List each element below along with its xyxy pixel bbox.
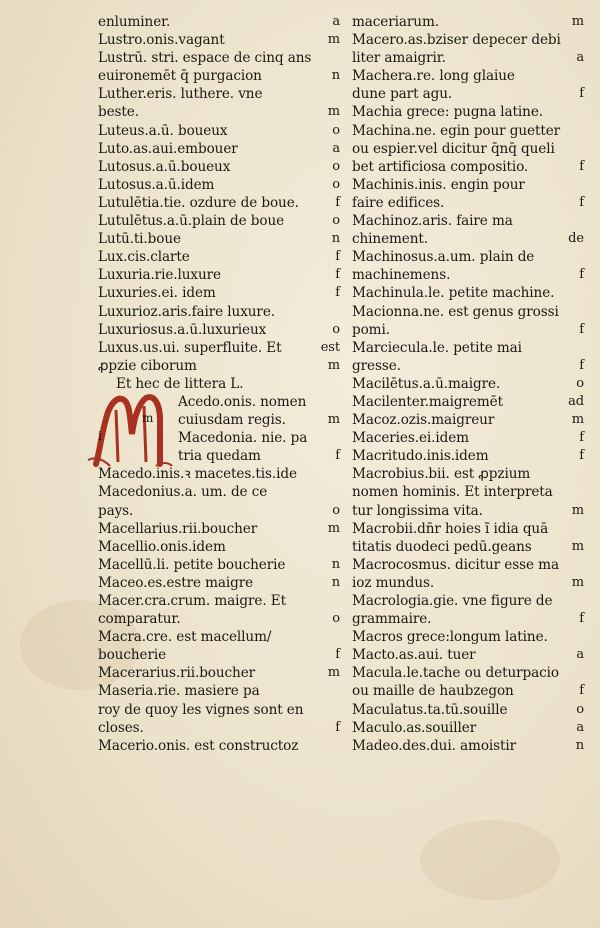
gender-marker: a bbox=[576, 647, 584, 663]
entry-line bbox=[352, 737, 588, 755]
gender-marker: m bbox=[327, 32, 340, 48]
entry-line bbox=[352, 85, 588, 103]
entry-line bbox=[352, 103, 588, 121]
entry-line bbox=[98, 610, 344, 628]
gender-marker: f bbox=[579, 611, 584, 627]
gender-marker: est bbox=[320, 339, 340, 355]
gender-marker: o bbox=[332, 502, 340, 518]
entry-text: Luxus.us.ui. superfluite. Et bbox=[98, 339, 282, 356]
entry-text: Luteus.a.ū. boueux bbox=[98, 122, 228, 139]
entry-line bbox=[352, 628, 588, 646]
gender-marker: f bbox=[579, 194, 584, 210]
entry-text: tria quedam bbox=[178, 448, 261, 465]
entry-line bbox=[98, 103, 344, 121]
entry-text: Macellū.li. petite boucherie bbox=[98, 556, 286, 573]
gender-marker: a bbox=[576, 719, 584, 735]
entry-text: Lutulētia.tie. ozdure de boue. bbox=[98, 194, 299, 211]
entry-line bbox=[98, 682, 344, 700]
entry-text: Acedo.onis. nomen bbox=[178, 393, 307, 410]
entry-line bbox=[352, 701, 588, 719]
entry-text: Lutosus.a.ū.idem bbox=[98, 176, 215, 193]
entry-text: Macrobii.dn̄r hoies ĩ idia quā bbox=[352, 520, 549, 537]
gender-marker: o bbox=[332, 158, 340, 174]
gender-marker: n bbox=[575, 737, 584, 753]
guide-letter-i: i bbox=[98, 429, 102, 443]
entry-text: Luxuriosus.a.ū.luxurieux bbox=[98, 321, 267, 338]
entry-text: Macer.cra.crum. maigre. Et bbox=[98, 593, 286, 609]
entry-text: Machinula.le. petite machine. bbox=[352, 285, 555, 302]
entry-text: Lux.cis.clarte bbox=[98, 249, 190, 266]
entry-text: Macros grece:longum latine. bbox=[352, 629, 548, 646]
gender-marker: n bbox=[331, 556, 340, 572]
entry-text: Macto.as.aui. tuer bbox=[352, 647, 476, 664]
gender-marker: a bbox=[576, 50, 584, 66]
entry-line bbox=[352, 719, 588, 737]
gender-marker: f bbox=[579, 448, 584, 464]
entry-line bbox=[352, 176, 588, 194]
gender-marker: m bbox=[327, 412, 340, 428]
entry-text: liter amaigrir. bbox=[352, 50, 446, 67]
entry-text: closes. bbox=[98, 719, 144, 736]
gender-marker: f bbox=[579, 357, 584, 373]
entry-line bbox=[352, 212, 588, 230]
entry-line bbox=[352, 339, 588, 357]
gender-marker: o bbox=[576, 701, 584, 717]
entry-line bbox=[352, 538, 588, 556]
gender-marker: f bbox=[579, 86, 584, 102]
gender-marker: f bbox=[579, 158, 584, 174]
entry-text: Macilenter.maigremēt bbox=[352, 393, 503, 410]
entry-line bbox=[352, 556, 588, 574]
entry-text: tur longissima vita. bbox=[352, 502, 483, 519]
gender-marker: f bbox=[335, 194, 340, 210]
entry-line bbox=[98, 574, 344, 592]
entry-text: chinement. bbox=[352, 231, 428, 248]
entry-text: Luxurioz.aris.faire luxure. bbox=[98, 303, 275, 320]
entry-text: Luto.as.aui.embouer bbox=[98, 140, 238, 157]
entry-line bbox=[352, 31, 588, 49]
entry-text: bet artificiosa compositio. bbox=[352, 158, 529, 175]
entry-line bbox=[352, 266, 588, 284]
gender-marker: a bbox=[332, 14, 340, 29]
gender-marker: m bbox=[327, 520, 340, 536]
gender-marker: f bbox=[335, 249, 340, 265]
gender-marker: m bbox=[327, 104, 340, 120]
gender-marker: n bbox=[331, 231, 340, 247]
entry-line bbox=[98, 483, 344, 501]
entry-text: maceriarum. bbox=[352, 14, 439, 30]
entry-line bbox=[98, 248, 344, 266]
gender-marker: f bbox=[335, 285, 340, 301]
entry-text: Maceo.es.estre maigre bbox=[98, 574, 254, 591]
entry-text: Macilētus.a.ū.maigre. bbox=[352, 375, 501, 392]
entry-line bbox=[352, 574, 588, 592]
entry-text: pays. bbox=[98, 502, 134, 519]
entry-line bbox=[98, 646, 344, 664]
entry-text: Luther.eris. luthere. vne bbox=[98, 86, 263, 103]
entry-text: Lustrū. stri. espace de cinq ans bbox=[98, 50, 312, 67]
gender-marker: f bbox=[579, 683, 584, 699]
entry-line bbox=[352, 682, 588, 700]
entry-line bbox=[352, 230, 588, 248]
entry-text: Macellarius.rii.boucher bbox=[98, 520, 258, 537]
entry-line bbox=[98, 266, 344, 284]
entry-line bbox=[352, 321, 588, 339]
entry-text: faire edifices. bbox=[352, 194, 445, 211]
entry-line bbox=[352, 664, 588, 682]
entry-text: Maceries.ei.idem bbox=[352, 430, 469, 447]
entry-text: pomi. bbox=[352, 321, 390, 338]
entry-text: Maculo.as.souiller bbox=[352, 719, 477, 736]
entry-line bbox=[98, 176, 344, 194]
entry-line bbox=[352, 502, 588, 520]
guide-letter-m: m bbox=[142, 411, 154, 425]
entry-text: beste. bbox=[98, 104, 139, 121]
entry-text: Maseria.rie. masiere pa bbox=[98, 683, 260, 700]
entry-text: grammaire. bbox=[352, 611, 432, 628]
entry-line bbox=[352, 646, 588, 664]
entry-text: Macoz.ozis.maigreur bbox=[352, 412, 495, 429]
entry-text: titatis duodeci pedū.geans bbox=[352, 538, 532, 555]
entry-text: Macrobius.bii. est ꝓpzium bbox=[352, 466, 531, 483]
entry-text: ioz mundus. bbox=[352, 574, 435, 591]
entry-text: Macrologia.gie. vne figure de bbox=[352, 593, 553, 609]
entry-text: Lutosus.a.ū.boueux bbox=[98, 158, 231, 175]
entry-text: Macedonia. nie. pa bbox=[178, 430, 308, 447]
entry-line bbox=[98, 158, 344, 176]
gender-marker: o bbox=[332, 176, 340, 192]
entry-text: ou maille de haubzegon bbox=[352, 683, 514, 700]
entry-text: Machinoz.aris. faire ma bbox=[352, 213, 513, 230]
entry-text: cuiusdam regis. bbox=[178, 412, 286, 429]
entry-text: Macedo.inis.ꝛ macetes.tis.ide bbox=[98, 466, 297, 483]
entry-text: Marciecula.le. petite mai bbox=[352, 339, 522, 356]
entry-text: Machinosus.a.um. plain de bbox=[352, 249, 535, 266]
entry-line bbox=[98, 520, 344, 538]
entry-text: Macra.cre. est macellum/ bbox=[98, 629, 272, 646]
gender-marker: de bbox=[568, 231, 584, 247]
entry-text: Macedonius.a. um. de ce bbox=[98, 484, 268, 501]
entry-line bbox=[352, 610, 588, 628]
entry-text: Macritudo.inis.idem bbox=[352, 448, 489, 465]
entry-line bbox=[352, 393, 588, 411]
entry-line bbox=[98, 556, 344, 574]
entry-line bbox=[352, 411, 588, 429]
gender-marker: a bbox=[332, 140, 340, 156]
entry-line bbox=[98, 592, 344, 610]
gender-marker: f bbox=[579, 267, 584, 283]
entry-text: ou espier.vel dicitur q̄nq̄ queli bbox=[352, 140, 555, 157]
entry-text: roy de quoy les vignes sont en bbox=[98, 701, 304, 718]
gender-marker: o bbox=[332, 321, 340, 337]
gender-marker: f bbox=[335, 267, 340, 283]
entry-line bbox=[352, 375, 588, 393]
entry-line bbox=[352, 140, 588, 158]
entry-line bbox=[98, 719, 344, 737]
entry-line bbox=[98, 664, 344, 682]
entry-text: Luxuries.ei. idem bbox=[98, 285, 216, 302]
entry-line bbox=[352, 429, 588, 447]
entry-line bbox=[352, 303, 588, 321]
entry-line bbox=[352, 284, 588, 302]
gender-marker: o bbox=[576, 375, 584, 391]
entry-text: Machia grece: pugna latine. bbox=[352, 104, 543, 121]
gender-marker: n bbox=[331, 574, 340, 590]
entry-text: Lutulētus.a.ū.plain de boue bbox=[98, 213, 285, 230]
gender-marker: m bbox=[571, 502, 584, 518]
right-column bbox=[352, 13, 588, 755]
entry-line bbox=[98, 538, 344, 556]
entry-line bbox=[98, 194, 344, 212]
entry-line bbox=[352, 592, 588, 610]
entry-text: Luxuria.rie.luxure bbox=[98, 267, 221, 284]
entry-line bbox=[98, 701, 344, 719]
entry-line bbox=[98, 737, 344, 755]
entry-line bbox=[352, 248, 588, 266]
entry-line bbox=[352, 194, 588, 212]
entry-line bbox=[98, 284, 344, 302]
gender-marker: o bbox=[332, 611, 340, 627]
gender-marker: m bbox=[327, 665, 340, 681]
entry-line bbox=[98, 49, 344, 67]
entry-text: Machera.re. long glaiue bbox=[352, 68, 515, 85]
gender-marker: m bbox=[571, 14, 584, 29]
entry-line bbox=[98, 303, 344, 321]
entry-text: enluminer. bbox=[98, 14, 171, 30]
entry-text: Macero.as.bziser depecer debi bbox=[352, 32, 561, 49]
entry-line bbox=[98, 122, 344, 140]
entry-line bbox=[98, 13, 344, 31]
entry-line bbox=[352, 465, 588, 483]
gender-marker: f bbox=[579, 321, 584, 337]
entry-line bbox=[98, 321, 344, 339]
entry-line bbox=[98, 230, 344, 248]
entry-text: euironemēt q̄ purgacion bbox=[98, 68, 262, 85]
gender-marker: f bbox=[335, 448, 340, 464]
gender-marker: ad bbox=[568, 393, 584, 409]
entry-text: Machinis.inis. engin pour bbox=[352, 176, 525, 193]
paper-stain bbox=[420, 820, 560, 900]
gender-marker: m bbox=[571, 574, 584, 590]
entry-line bbox=[352, 483, 588, 501]
entry-line bbox=[352, 49, 588, 67]
entry-line bbox=[352, 357, 588, 375]
entry-line bbox=[352, 67, 588, 85]
entry-text: boucherie bbox=[98, 647, 167, 664]
entry-text: Macerio.onis. est constructoz bbox=[98, 737, 299, 754]
entry-text: Macrocosmus. dicitur esse ma bbox=[352, 556, 559, 573]
gender-marker: m bbox=[327, 357, 340, 373]
entry-line bbox=[98, 67, 344, 85]
gender-marker: n bbox=[331, 68, 340, 84]
gender-marker: f bbox=[579, 430, 584, 446]
entry-text: Macionna.ne. est genus grossi bbox=[352, 303, 559, 320]
entry-line bbox=[98, 31, 344, 49]
entry-text: Lustro.onis.vagant bbox=[98, 32, 225, 49]
entry-text: Madeo.des.dui. amoistir bbox=[352, 737, 517, 754]
gender-marker: m bbox=[571, 538, 584, 554]
gender-marker: m bbox=[571, 412, 584, 428]
entry-line bbox=[352, 447, 588, 465]
entry-text: Machina.ne. egin pour guetter bbox=[352, 122, 561, 139]
entry-text: Maculatus.ta.tū.souille bbox=[352, 701, 508, 718]
entry-text: comparatur. bbox=[98, 611, 181, 628]
entry-line bbox=[98, 357, 344, 375]
entry-line bbox=[98, 140, 344, 158]
gender-marker: o bbox=[332, 122, 340, 138]
entry-line bbox=[352, 122, 588, 140]
entry-line bbox=[352, 520, 588, 538]
entry-line bbox=[352, 158, 588, 176]
entry-line bbox=[98, 628, 344, 646]
entry-text: Macula.le.tache ou deturpacio bbox=[352, 665, 559, 682]
entry-text: nomen hominis. Et interpreta bbox=[352, 484, 553, 501]
left-column bbox=[98, 13, 344, 755]
entry-line bbox=[98, 85, 344, 103]
gender-marker: f bbox=[335, 719, 340, 735]
entry-text: Macerarius.rii.boucher bbox=[98, 665, 256, 682]
entry-text: dune part agu. bbox=[352, 86, 453, 103]
entry-text: Lutū.ti.boue bbox=[98, 231, 181, 248]
entry-line bbox=[352, 13, 588, 31]
gender-marker: o bbox=[332, 213, 340, 229]
gender-marker: f bbox=[335, 647, 340, 663]
entry-line bbox=[98, 212, 344, 230]
entry-text: ꝓpzie ciborum bbox=[98, 357, 197, 374]
entry-text: Et hec de littera L. bbox=[116, 375, 244, 392]
entry-text: Macellio.onis.idem bbox=[98, 538, 226, 555]
entry-line bbox=[98, 339, 344, 357]
entry-text: gresse. bbox=[352, 357, 401, 374]
entry-line bbox=[98, 502, 344, 520]
entry-text: machinemens. bbox=[352, 267, 451, 284]
